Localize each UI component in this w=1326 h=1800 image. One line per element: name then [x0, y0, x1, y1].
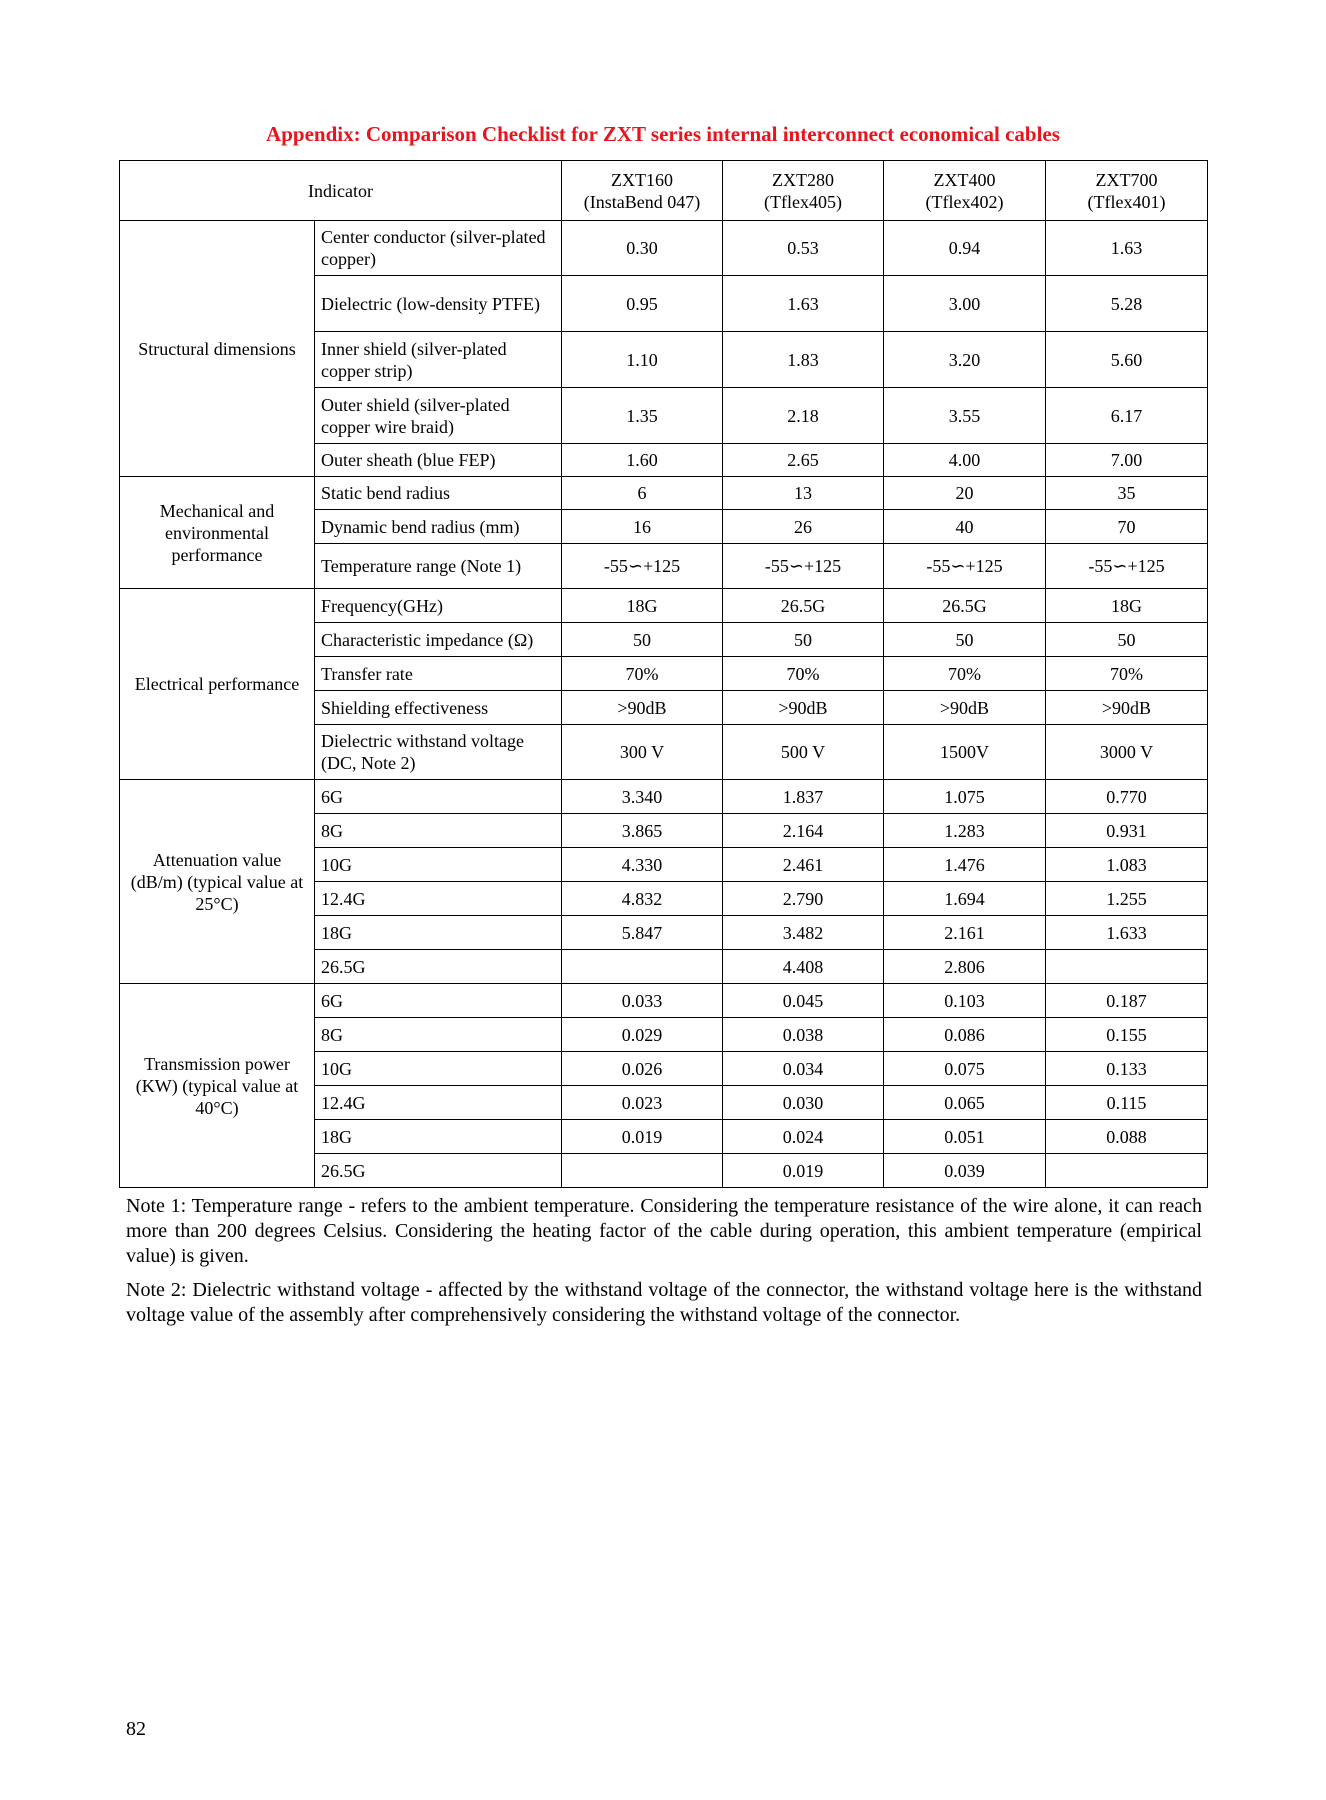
- model-header: [1046, 161, 1208, 221]
- value-cell: 0.075: [884, 1052, 1046, 1086]
- value-cell: 0.024: [723, 1120, 884, 1154]
- value-cell: 1.35: [562, 388, 723, 444]
- value-cell: 18G: [1046, 589, 1208, 623]
- model-sub: (Tflex405): [764, 191, 842, 212]
- value-cell: 2.164: [723, 814, 884, 848]
- value-cell: 0.019: [562, 1120, 723, 1154]
- group-label: Structural dimensions: [120, 221, 315, 477]
- value-cell: 0.53: [723, 221, 884, 276]
- model-name: ZXT700: [1095, 169, 1158, 190]
- row-label: Outer sheath (blue FEP): [315, 444, 562, 477]
- model-header: [723, 161, 884, 221]
- model-name: ZXT280: [772, 169, 834, 190]
- value-cell: 3.482: [723, 916, 884, 950]
- value-cell: 3000 V: [1046, 725, 1208, 780]
- value-cell: 2.18: [723, 388, 884, 444]
- value-cell: 0.133: [1046, 1052, 1208, 1086]
- value-cell: 13: [723, 477, 884, 510]
- table-header-row: [120, 161, 1208, 221]
- value-cell: 7.00: [1046, 444, 1208, 477]
- model-sub: (InstaBend 047): [583, 191, 701, 212]
- value-cell: 3.20: [884, 332, 1046, 388]
- value-cell: 20: [884, 477, 1046, 510]
- value-cell: -55∽+125: [723, 544, 884, 589]
- row-label: 10G: [315, 848, 562, 882]
- table-body: [120, 221, 1208, 1188]
- value-cell: -55∽+125: [562, 544, 723, 589]
- row-label: Center conductor (silver-plated copper): [315, 221, 562, 276]
- value-cell: 0.045: [723, 984, 884, 1018]
- page-number: 82: [126, 1718, 146, 1740]
- row-label: Dielectric (low-density PTFE): [315, 276, 562, 332]
- value-cell: 50: [562, 623, 723, 657]
- model-header: [562, 161, 723, 221]
- value-cell: 5.847: [562, 916, 723, 950]
- value-cell: 1.476: [884, 848, 1046, 882]
- model-sub: (Tflex401): [1087, 191, 1166, 212]
- value-cell: >90dB: [1046, 691, 1208, 725]
- value-cell: 50: [1046, 623, 1208, 657]
- value-cell: 6.17: [1046, 388, 1208, 444]
- row-label: Temperature range (Note 1): [315, 544, 562, 589]
- table-row: [120, 589, 1208, 623]
- row-label: Dielectric withstand voltage (DC, Note 2): [315, 725, 562, 780]
- value-cell: [1046, 1154, 1208, 1188]
- value-cell: 26.5G: [723, 589, 884, 623]
- value-cell: 4.408: [723, 950, 884, 984]
- note-2: Note 2: Dielectric withstand voltage - affected by the withstand voltage of the connector, the withstand voltage here is the withstand voltage value of the assembly after comprehensively considering the withstand voltage of the connector.: [126, 1279, 1202, 1326]
- value-cell: 1.837: [723, 780, 884, 814]
- row-label: Dynamic bend radius (mm): [315, 510, 562, 544]
- value-cell: 0.115: [1046, 1086, 1208, 1120]
- value-cell: 6: [562, 477, 723, 510]
- value-cell: 0.94: [884, 221, 1046, 276]
- model-name: ZXT400: [933, 169, 996, 190]
- value-cell: 4.832: [562, 882, 723, 916]
- value-cell: 0.088: [1046, 1120, 1208, 1154]
- group-label: Attenuation value (dB/m) (typical value at 25°C): [120, 780, 315, 984]
- appendix-title: Appendix: Comparison Checklist for ZXT series internal interconnect economical cables: [266, 122, 1060, 146]
- note-1: Note 1: Temperature range - refers to the ambient temperature. Considering the temperature resistance of the wire alone, it can reach more than 200 degrees Celsius. Considering the heating factor of the cable during operation, this ambient temperature (empirical value) is given.: [126, 1195, 1202, 1267]
- row-label: Inner shield (silver-plated copper strip): [315, 332, 562, 388]
- model-header: [884, 161, 1046, 221]
- value-cell: 50: [884, 623, 1046, 657]
- row-label: 26.5G: [315, 1154, 562, 1188]
- table-row: [120, 221, 1208, 276]
- value-cell: 70%: [723, 657, 884, 691]
- value-cell: 0.026: [562, 1052, 723, 1086]
- value-cell: 0.019: [723, 1154, 884, 1188]
- value-cell: 1.083: [1046, 848, 1208, 882]
- value-cell: 1.283: [884, 814, 1046, 848]
- comparison-table: [119, 160, 1208, 1188]
- value-cell: 2.806: [884, 950, 1046, 984]
- value-cell: 0.051: [884, 1120, 1046, 1154]
- value-cell: 3.55: [884, 388, 1046, 444]
- value-cell: 70%: [884, 657, 1046, 691]
- row-label: 18G: [315, 916, 562, 950]
- value-cell: 0.023: [562, 1086, 723, 1120]
- value-cell: 0.155: [1046, 1018, 1208, 1052]
- value-cell: 500 V: [723, 725, 884, 780]
- value-cell: [562, 950, 723, 984]
- value-cell: 70%: [1046, 657, 1208, 691]
- model-sub: (Tflex402): [925, 191, 1004, 212]
- value-cell: 1.694: [884, 882, 1046, 916]
- row-label: 8G: [315, 1018, 562, 1052]
- value-cell: 2.790: [723, 882, 884, 916]
- value-cell: 26.5G: [884, 589, 1046, 623]
- value-cell: 2.161: [884, 916, 1046, 950]
- notes-section: [126, 1194, 1202, 1337]
- value-cell: 40: [884, 510, 1046, 544]
- table-row: [120, 780, 1208, 814]
- value-cell: 0.039: [884, 1154, 1046, 1188]
- row-label: 8G: [315, 814, 562, 848]
- row-label: 12.4G: [315, 1086, 562, 1120]
- value-cell: 1.63: [723, 276, 884, 332]
- value-cell: 0.931: [1046, 814, 1208, 848]
- value-cell: 4.00: [884, 444, 1046, 477]
- value-cell: 2.461: [723, 848, 884, 882]
- value-cell: 0.029: [562, 1018, 723, 1052]
- value-cell: 3.340: [562, 780, 723, 814]
- value-cell: 0.033: [562, 984, 723, 1018]
- value-cell: 18G: [562, 589, 723, 623]
- row-label: Static bend radius: [315, 477, 562, 510]
- value-cell: 70: [1046, 510, 1208, 544]
- value-cell: 70%: [562, 657, 723, 691]
- value-cell: >90dB: [562, 691, 723, 725]
- value-cell: 1.10: [562, 332, 723, 388]
- group-label: Transmission power (KW) (typical value at 40°C): [120, 984, 315, 1188]
- row-label: 10G: [315, 1052, 562, 1086]
- value-cell: -55∽+125: [1046, 544, 1208, 589]
- value-cell: 0.030: [723, 1086, 884, 1120]
- model-name: ZXT160: [611, 169, 673, 190]
- row-label: 6G: [315, 780, 562, 814]
- value-cell: 0.30: [562, 221, 723, 276]
- value-cell: >90dB: [723, 691, 884, 725]
- value-cell: 0.086: [884, 1018, 1046, 1052]
- value-cell: -55∽+125: [884, 544, 1046, 589]
- value-cell: 0.038: [723, 1018, 884, 1052]
- row-label: 18G: [315, 1120, 562, 1154]
- value-cell: 1.255: [1046, 882, 1208, 916]
- value-cell: 16: [562, 510, 723, 544]
- value-cell: 1.63: [1046, 221, 1208, 276]
- value-cell: 0.95: [562, 276, 723, 332]
- value-cell: 0.103: [884, 984, 1046, 1018]
- row-label: Characteristic impedance (Ω): [315, 623, 562, 657]
- value-cell: 0.034: [723, 1052, 884, 1086]
- table-row: [120, 984, 1208, 1018]
- value-cell: [562, 1154, 723, 1188]
- row-label: Outer shield (silver-plated copper wire braid): [315, 388, 562, 444]
- group-label: Mechanical and environmental performance: [120, 477, 315, 589]
- row-label: 6G: [315, 984, 562, 1018]
- value-cell: 3.00: [884, 276, 1046, 332]
- value-cell: 3.865: [562, 814, 723, 848]
- value-cell: 5.28: [1046, 276, 1208, 332]
- value-cell: 0.770: [1046, 780, 1208, 814]
- value-cell: 5.60: [1046, 332, 1208, 388]
- value-cell: 1500V: [884, 725, 1046, 780]
- value-cell: 1.60: [562, 444, 723, 477]
- value-cell: [1046, 950, 1208, 984]
- value-cell: 4.330: [562, 848, 723, 882]
- value-cell: 1.633: [1046, 916, 1208, 950]
- row-label: Frequency(GHz): [315, 589, 562, 623]
- row-label: Shielding effectiveness: [315, 691, 562, 725]
- value-cell: 2.65: [723, 444, 884, 477]
- value-cell: 50: [723, 623, 884, 657]
- value-cell: 1.83: [723, 332, 884, 388]
- value-cell: 0.065: [884, 1086, 1046, 1120]
- value-cell: >90dB: [884, 691, 1046, 725]
- row-label: 26.5G: [315, 950, 562, 984]
- value-cell: 0.187: [1046, 984, 1208, 1018]
- row-label: Transfer rate: [315, 657, 562, 691]
- value-cell: 26: [723, 510, 884, 544]
- value-cell: 300 V: [562, 725, 723, 780]
- row-label: 12.4G: [315, 882, 562, 916]
- table-row: [120, 477, 1208, 510]
- group-label: Electrical performance: [120, 589, 315, 780]
- value-cell: 1.075: [884, 780, 1046, 814]
- value-cell: 35: [1046, 477, 1208, 510]
- indicator-header: Indicator: [120, 161, 562, 221]
